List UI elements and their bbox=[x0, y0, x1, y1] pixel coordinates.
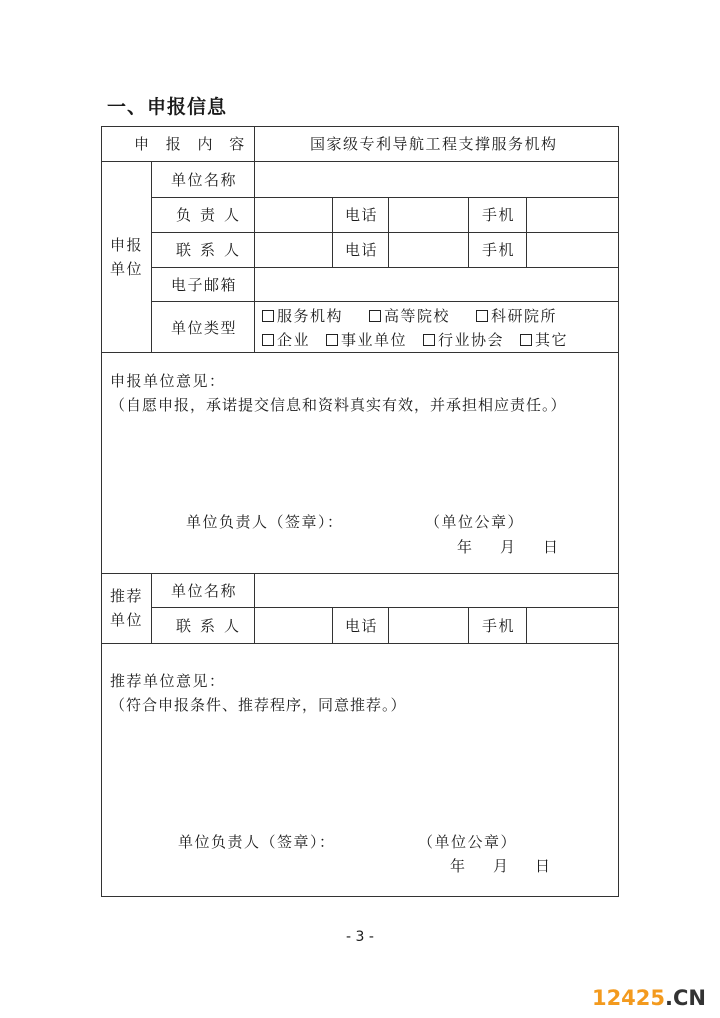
unit-type-option-service-agency[interactable]: 服务机构 bbox=[262, 307, 343, 325]
recommender-mobile-label: 手机 bbox=[482, 617, 516, 635]
recommender-opinion-title: 推荐单位意见： bbox=[110, 672, 226, 690]
checkbox-icon[interactable] bbox=[326, 334, 338, 346]
row-divider bbox=[151, 607, 619, 608]
applicant-contact-phone-label: 电话 bbox=[345, 241, 379, 259]
site-watermark: 12425.CN bbox=[591, 986, 706, 1010]
applicant-leader-field[interactable] bbox=[256, 199, 330, 230]
col-divider bbox=[151, 573, 152, 643]
checkbox-icon[interactable] bbox=[369, 310, 381, 322]
recommender-seal-label: （单位公章） bbox=[418, 833, 518, 851]
col-divider bbox=[254, 573, 255, 643]
recommender-mobile-field[interactable] bbox=[528, 609, 617, 641]
row-divider bbox=[151, 197, 619, 198]
applicant-unit-name-field[interactable] bbox=[256, 163, 617, 195]
recommender-unit-name-label: 单位名称 bbox=[171, 582, 238, 600]
row-divider bbox=[151, 232, 619, 233]
applicant-signature-label: 单位负责人（签章）： bbox=[186, 513, 344, 531]
recommender-date-year: 年 bbox=[450, 857, 467, 875]
applicant-email-label: 电子邮箱 bbox=[171, 276, 238, 294]
applicant-contact-phone-field[interactable] bbox=[390, 234, 466, 265]
applicant-date-day: 日 bbox=[543, 538, 560, 556]
unit-type-options-row2 bbox=[262, 331, 568, 349]
col-divider bbox=[332, 607, 333, 643]
applicant-leader-label: 负责人 bbox=[176, 206, 249, 224]
unit-type-option-enterprise[interactable]: 企业 bbox=[262, 331, 310, 349]
applicant-seal-label: （单位公章） bbox=[425, 513, 525, 531]
recommender-contact-field[interactable] bbox=[256, 609, 330, 641]
recommender-contact-label: 联系人 bbox=[176, 617, 249, 635]
col-divider bbox=[254, 161, 255, 352]
applicant-group-label: 申报 bbox=[110, 236, 144, 254]
application-content-value: 国家级专利导航工程支撑服务机构 bbox=[310, 135, 558, 153]
checkbox-icon[interactable] bbox=[262, 310, 274, 322]
applicant-opinion-title: 申报单位意见： bbox=[110, 372, 226, 390]
application-content-label: 申 报 内 容 bbox=[134, 135, 251, 153]
row-divider bbox=[151, 267, 619, 268]
applicant-contact-field[interactable] bbox=[256, 234, 330, 265]
recommender-signature-label: 单位负责人（签章）： bbox=[178, 833, 336, 851]
col-divider bbox=[151, 161, 152, 352]
col-divider bbox=[332, 197, 333, 267]
applicant-email-field[interactable] bbox=[256, 269, 617, 299]
checkbox-icon[interactable] bbox=[262, 334, 274, 346]
recommender-phone-label: 电话 bbox=[345, 617, 379, 635]
row-divider bbox=[101, 352, 619, 353]
col-divider bbox=[468, 197, 469, 267]
row-divider bbox=[101, 573, 619, 574]
applicant-leader-mobile-field[interactable] bbox=[528, 199, 617, 230]
page-number: - 3 - bbox=[346, 929, 374, 945]
applicant-leader-phone-field[interactable] bbox=[390, 199, 466, 230]
applicant-contact-label: 联系人 bbox=[176, 241, 249, 259]
applicant-opinion-note: （自愿申报，承诺提交信息和资料真实有效，并承担相应责任。） bbox=[110, 396, 567, 414]
checkbox-icon[interactable] bbox=[476, 310, 488, 322]
col-divider bbox=[254, 126, 255, 161]
checkbox-icon[interactable] bbox=[520, 334, 532, 346]
unit-type-option-university[interactable]: 高等院校 bbox=[369, 307, 450, 325]
col-divider bbox=[468, 607, 469, 643]
row-divider bbox=[151, 301, 619, 302]
applicant-unit-name-label: 单位名称 bbox=[171, 171, 238, 189]
recommender-date-day: 日 bbox=[535, 857, 552, 875]
applicant-contact-mobile-field[interactable] bbox=[528, 234, 617, 265]
recommender-phone-field[interactable] bbox=[390, 609, 466, 641]
unit-type-option-industry-association[interactable]: 行业协会 bbox=[423, 331, 504, 349]
applicant-group-label: 单位 bbox=[110, 260, 144, 278]
recommender-opinion-note: （符合申报条件、推荐程序，同意推荐。） bbox=[110, 696, 407, 714]
col-divider bbox=[388, 607, 389, 643]
recommender-unit-name-field[interactable] bbox=[256, 575, 617, 605]
applicant-date-year: 年 bbox=[457, 538, 474, 556]
applicant-leader-phone-label: 电话 bbox=[345, 206, 379, 224]
unit-type-option-public-institution[interactable]: 事业单位 bbox=[326, 331, 407, 349]
applicant-date-month: 月 bbox=[500, 538, 517, 556]
col-divider bbox=[388, 197, 389, 267]
col-divider bbox=[526, 607, 527, 643]
checkbox-icon[interactable] bbox=[423, 334, 435, 346]
section-heading: 一、申报信息 bbox=[107, 96, 228, 118]
applicant-leader-mobile-label: 手机 bbox=[482, 206, 516, 224]
recommender-date-month: 月 bbox=[493, 857, 510, 875]
unit-type-option-research-institute[interactable]: 科研院所 bbox=[476, 307, 557, 325]
col-divider bbox=[526, 197, 527, 267]
unit-type-options-row1 bbox=[262, 307, 557, 325]
row-divider bbox=[101, 161, 619, 162]
applicant-unit-type-label: 单位类型 bbox=[171, 319, 238, 337]
applicant-contact-mobile-label: 手机 bbox=[482, 241, 516, 259]
recommender-group-label: 推荐 bbox=[110, 587, 144, 605]
unit-type-option-other[interactable]: 其它 bbox=[520, 331, 568, 349]
row-divider bbox=[101, 643, 619, 644]
recommender-group-label: 单位 bbox=[110, 611, 144, 629]
